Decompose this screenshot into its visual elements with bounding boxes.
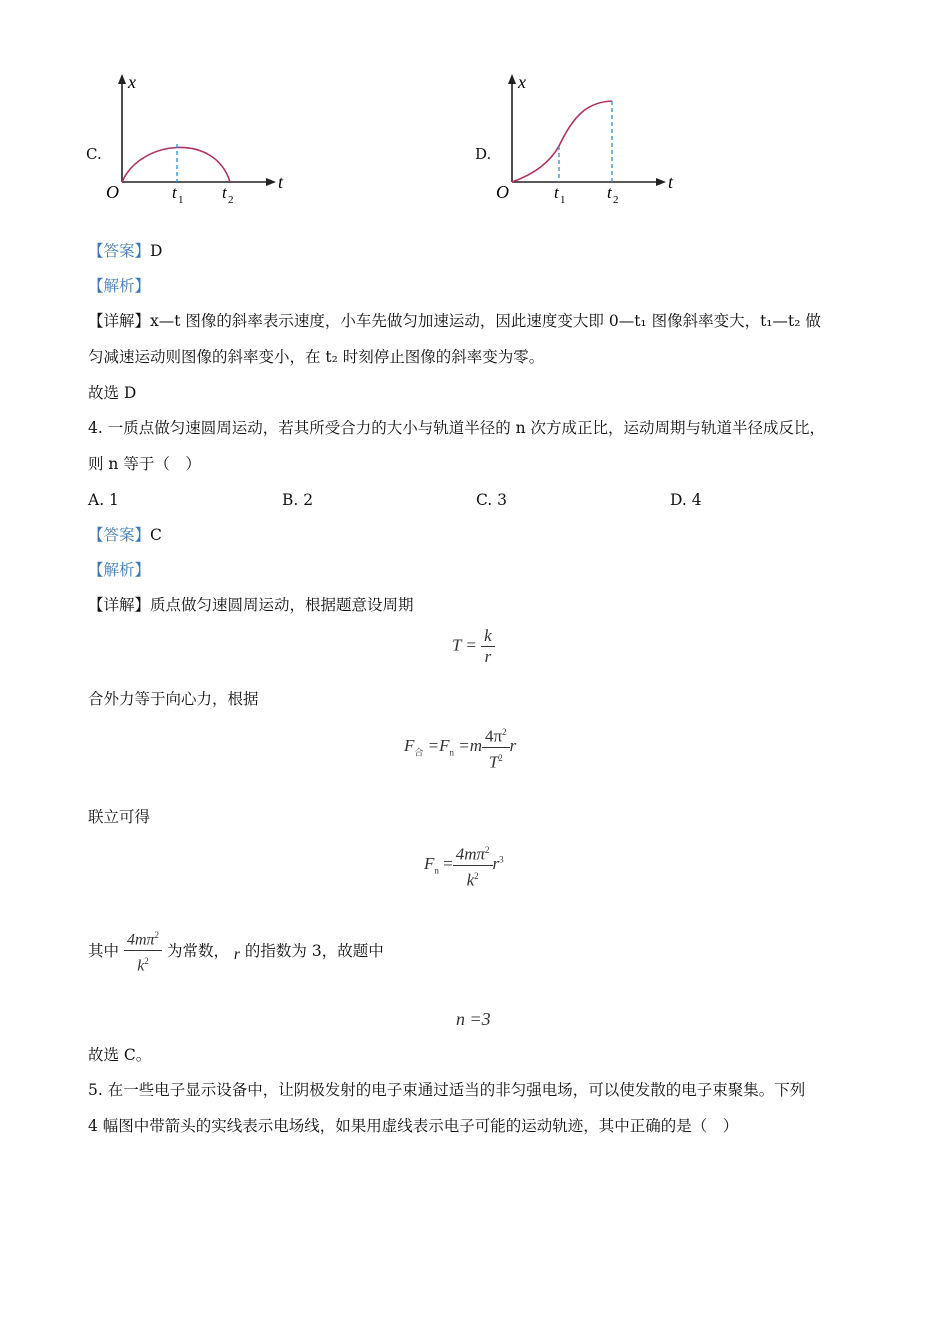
origin-label: O — [106, 182, 119, 202]
q4-option-a: A. 1 — [88, 491, 119, 509]
q4-stem-line-1: 4. 一质点做匀速圆周运动，若其所受合力的大小与轨道半径的 n 次方成正比，运动周期与轨道半径成反比， — [88, 419, 826, 437]
answer-value: D — [150, 242, 163, 260]
axis-x-label: t — [278, 172, 284, 192]
answer-label: 【答案】 — [88, 242, 151, 260]
q4-option-b: B. 2 — [282, 491, 314, 509]
origin-label: O — [496, 182, 509, 202]
axis-y-label: x — [128, 72, 136, 92]
t2-sub: 2 — [228, 194, 234, 206]
t1-label: t — [554, 183, 559, 202]
q3-answer — [88, 240, 162, 262]
q4-option-c: C. 3 — [476, 491, 508, 509]
q4-option-d: D. 4 — [670, 491, 702, 509]
option-c-label: C. — [86, 145, 102, 163]
y-arrow-icon — [118, 74, 126, 84]
q3-detail-line-1 — [88, 310, 821, 332]
equation-centripetal: $F_合 =F_n =m$ $\frac{4\pi^2}{T^2}$ r — [404, 722, 516, 772]
t1-sub: 1 — [560, 194, 566, 206]
t2-label: t — [607, 183, 612, 202]
x-arrow-icon — [656, 178, 666, 186]
option-d-label: D. — [475, 145, 492, 163]
graph-c — [100, 70, 300, 210]
t1-sub: 1 — [178, 194, 184, 206]
curve — [122, 147, 230, 182]
graph-d — [490, 70, 690, 210]
q3-conclusion: 故选 D — [88, 384, 137, 402]
q4-analysis-label: 【解析】 — [88, 561, 151, 579]
detail-label: 【详解】 — [88, 596, 151, 614]
x-arrow-icon — [266, 178, 276, 186]
q4-text-2: 合外力等于向心力，根据 — [88, 690, 259, 708]
curve — [512, 101, 612, 182]
detail-text: 质点做匀速圆周运动，根据题意设周期 — [150, 596, 414, 614]
t1-label: t — [172, 183, 177, 202]
equation-period: T = $\frac{k}{r}$ — [452, 626, 495, 667]
q4-detail — [88, 594, 414, 616]
q4-stem-line-2: 则 n 等于（ ） — [88, 455, 201, 473]
axis-x-label: t — [668, 172, 674, 192]
equation-n: n =3 — [456, 1009, 491, 1029]
axis-y-label: x — [518, 72, 526, 92]
q4-text-3: 联立可得 — [88, 808, 151, 826]
t2-label: t — [222, 183, 227, 202]
t2-sub: 2 — [613, 194, 619, 206]
q4-text-4: 其中 $\frac{4m\pi^2}{k^2}$ 为常数， r 的指数为 3，故题中 — [88, 925, 384, 975]
y-arrow-icon — [508, 74, 516, 84]
answer-value: C — [150, 526, 162, 544]
q3-detail-line-2: 匀减速运动则图像的斜率变小，在 t₂ 时刻停止图像的斜率变为零。 — [88, 348, 545, 366]
equation-combined: $F_n$ = $\frac{4m\pi^2}{k^2}$ $r^3$ — [424, 840, 504, 890]
q4-conclusion: 故选 C。 — [88, 1046, 152, 1064]
detail-label: 【详解】 — [88, 312, 151, 330]
q5-stem-line-1: 5. 在一些电子显示设备中，让阴极发射的电子束通过适当的非匀强电场，可以使发散的电子束聚集。下列 — [88, 1081, 806, 1099]
q5-stem-line-2: 4 幅图中带箭头的实线表示电场线，如果用虚线表示电子可能的运动轨迹，其中正确的是（ ） — [88, 1117, 739, 1135]
answer-label: 【答案】 — [88, 526, 151, 544]
q4-answer — [88, 524, 162, 546]
q3-analysis-label: 【解析】 — [88, 277, 151, 295]
detail-text: x—t 图像的斜率表示速度，小车先做匀加速运动，因此速度变大即 0—t₁ 图像斜率变大，t₁—t₂ 做 — [150, 312, 821, 330]
